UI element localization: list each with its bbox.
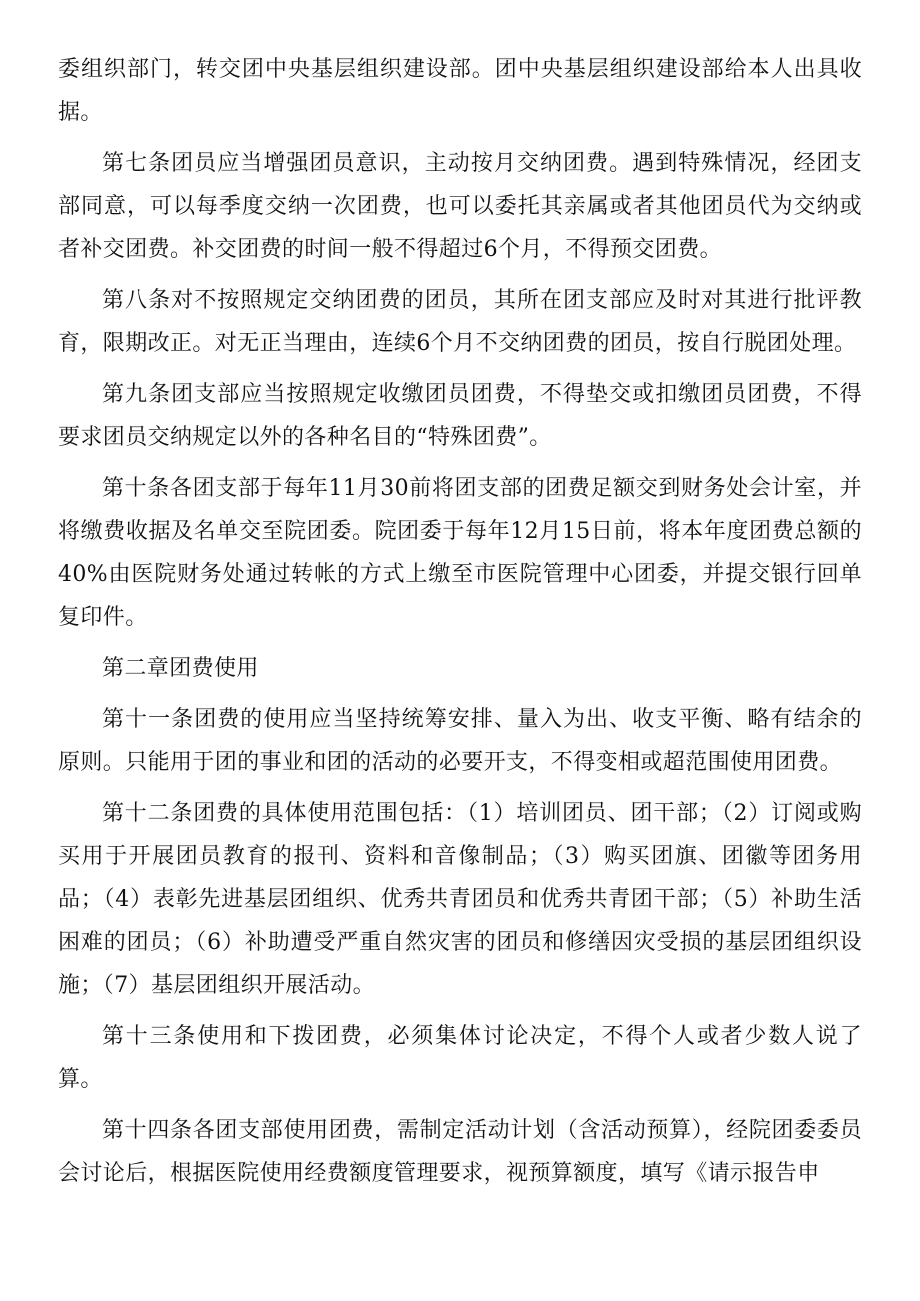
article-13: 第十三条使用和下拨团费，必须集体讨论决定，不得个人或者少数人说了算。 [58,1024,862,1092]
article-11: 第十一条团费的使用应当坚持统筹安排、量入为出、收支平衡、略有结余的原则。只能用于团的事业和团的活动的必要开支，不得变相或超范围使用团费。 [58,707,862,775]
article-12: 第十二条团费的具体使用范围包括：（1）培训团员、团干部；（2）订阅或购买用于开展团员教育的报刊、资料和音像制品；（3）购买团旗、团徽等团务用品；（4）表彰先进基层团组织、优秀共青团员和优秀共青团干部；（5）补助生活困难的团员；（6）补助遭受严重自然灾害的团员和修缮因灾受损的基层团组织设施；（7）基层团组织开展活动。 [58,801,862,998]
article-7: 第七条团员应当增强团员意识，主动按月交纳团费。遇到特殊情况，经团支部同意，可以每季度交纳一次团费，也可以委托其亲属或者其他团员代为交纳或者补交团费。补交团费的时间一般不得超过6个月，不得预交团费。 [58,151,862,262]
article-9: 第九条团支部应当按照规定收缴团员团费，不得垫交或扣缴团员团费，不得要求团员交纳规定以外的各种名目的“特殊团费”。 [58,382,862,450]
article-14: 第十四条各团支部使用团费，需制定活动计划（含活动预算），经院团委委员会讨论后，根据医院使用经费额度管理要求，视预算额度，填写《请示报告申 [58,1118,862,1186]
article-10: 第十条各团支部于每年11月30前将团支部的团费足额交到财务处会计室，并将缴费收据及名单交至院团委。院团委于每年12月15日前，将本年度团费总额的40%由医院财务处通过转帐的方式上缴至市医院管理中心团委，并提交银行回单复印件。 [58,476,862,630]
article-8: 第八条对不按照规定交纳团费的团员，其所在团支部应及时对其进行批评教育，限期改正。对无正当理由，连续6个月不交纳团费的团员，按自行脱团处理。 [58,288,862,356]
paragraph-continuation: 委组织部门，转交团中央基层组织建设部。团中央基层组织建设部给本人出具收据。 [58,57,862,125]
document-page [58,48,862,1195]
chapter-heading: 第二章团费使用 [102,656,259,681]
